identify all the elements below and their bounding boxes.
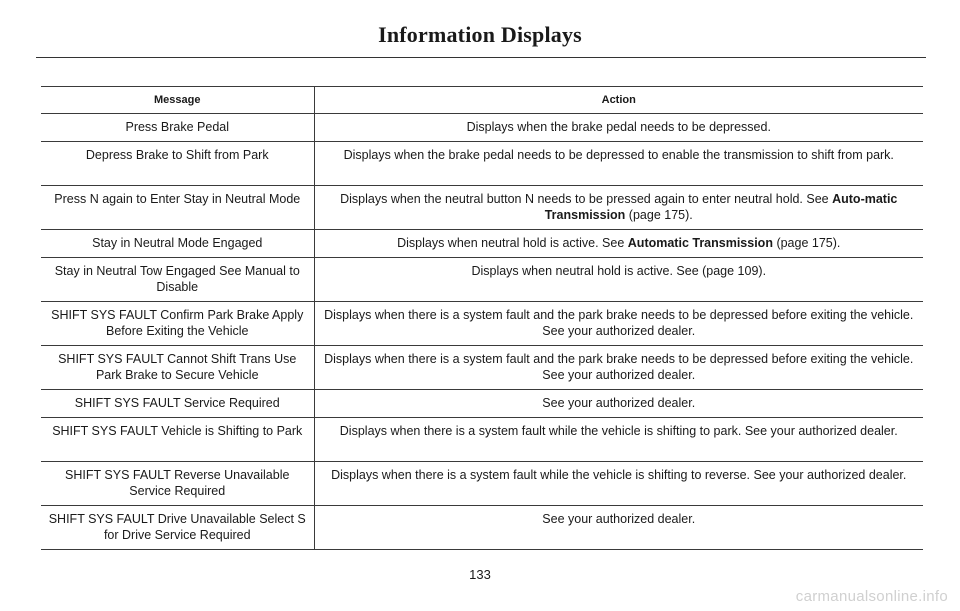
action-text: Displays when there is a system fault and the park brake needs to be depressed before exiting the vehicle. See your authorized dealer. — [324, 308, 914, 338]
cross-reference-link[interactable]: Automatic Transmission — [627, 236, 773, 250]
header-divider — [36, 57, 926, 58]
message-cell: Press N again to Enter Stay in Neutral Mode — [41, 186, 314, 230]
action-text: Displays when the neutral button N needs to be pressed again to enter neutral hold. See — [340, 192, 833, 206]
messages-table — [41, 86, 923, 550]
action-text: Displays when there is a system fault while the vehicle is shifting to reverse. See your authorized dealer. — [331, 468, 907, 482]
action-text: Displays when there is a system fault while the vehicle is shifting to park. See your authorized dealer. — [339, 424, 898, 438]
action-cell — [314, 142, 923, 186]
action-cell — [314, 258, 923, 302]
message-cell: Depress Brake to Shift from Park — [41, 142, 314, 186]
message-cell: SHIFT SYS FAULT Vehicle is Shifting to Park — [41, 418, 314, 462]
action-cell — [314, 230, 923, 258]
column-header-message: Message — [41, 87, 314, 114]
column-header-action: Action — [314, 87, 923, 114]
page-title: Information Displays — [378, 22, 582, 47]
action-cell — [314, 346, 923, 390]
action-cell — [314, 390, 923, 418]
page-reference: (page 175). — [772, 236, 841, 250]
action-text: See your authorized dealer. — [542, 396, 696, 410]
table-row — [41, 142, 923, 186]
message-cell: SHIFT SYS FAULT Drive Unavailable Select S for Drive Service Required — [41, 506, 314, 550]
action-text: See your authorized dealer. — [542, 512, 696, 526]
message-cell: SHIFT SYS FAULT Confirm Park Brake Apply Before Exiting the Vehicle — [41, 302, 314, 346]
cross-reference-link[interactable]: Auto-matic Transmission — [544, 192, 898, 222]
action-cell — [314, 114, 923, 142]
message-cell: Stay in Neutral Tow Engaged See Manual to Disable — [41, 258, 314, 302]
table-row — [41, 506, 923, 550]
message-cell: SHIFT SYS FAULT Service Required — [41, 390, 314, 418]
action-text: Displays when the brake pedal needs to be depressed to enable the transmission to shift from park. — [343, 148, 894, 162]
message-cell: Press Brake Pedal — [41, 114, 314, 142]
table-row — [41, 346, 923, 390]
table-row — [41, 258, 923, 302]
action-cell — [314, 462, 923, 506]
table-row — [41, 230, 923, 258]
action-cell — [314, 418, 923, 462]
message-cell: Stay in Neutral Mode Engaged — [41, 230, 314, 258]
action-text: Displays when there is a system fault and the park brake needs to be depressed before exiting the vehicle. See your authorized dealer. — [324, 352, 914, 382]
table-row — [41, 462, 923, 506]
action-cell — [314, 302, 923, 346]
page-reference: (page 175). — [625, 208, 693, 222]
table-row — [41, 186, 923, 230]
action-text: Displays when neutral hold is active. See (page 109). — [471, 264, 767, 278]
table-header-row — [41, 87, 923, 114]
watermark: carmanualsonline.info — [795, 588, 948, 605]
action-text: Displays when neutral hold is active. See — [397, 236, 628, 250]
action-cell — [314, 186, 923, 230]
message-cell: SHIFT SYS FAULT Cannot Shift Trans Use Park Brake to Secure Vehicle — [41, 346, 314, 390]
table-row — [41, 302, 923, 346]
action-cell — [314, 506, 923, 550]
page-number: 133 — [469, 567, 491, 582]
table-row — [41, 418, 923, 462]
action-text: Displays when the brake pedal needs to be depressed. — [466, 120, 771, 134]
message-cell: SHIFT SYS FAULT Reverse Unavailable Service Required — [41, 462, 314, 506]
table-row — [41, 114, 923, 142]
table-row — [41, 390, 923, 418]
